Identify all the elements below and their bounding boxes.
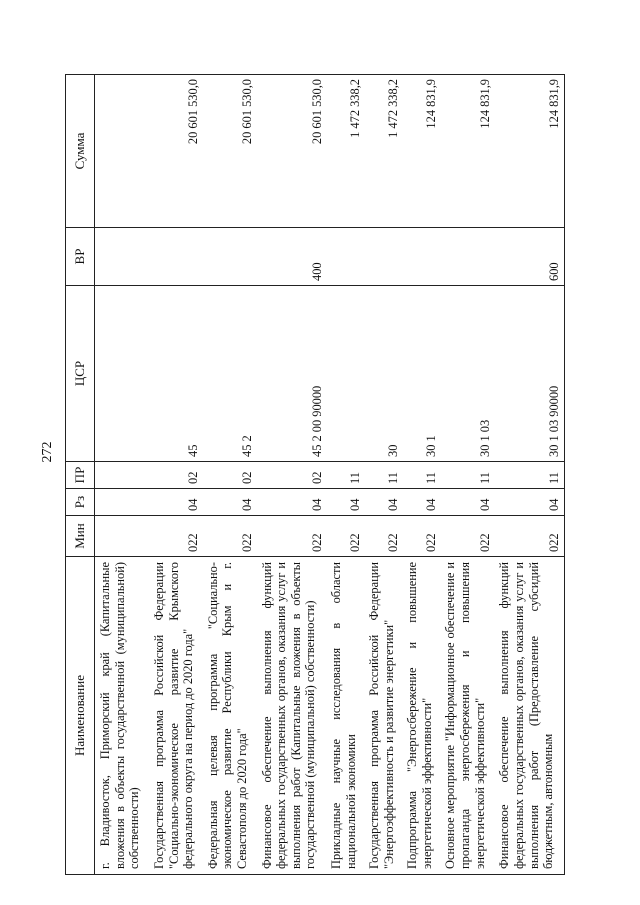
header-min: Мин	[66, 516, 95, 557]
cell-vr: 600	[494, 228, 564, 286]
cell-vr	[440, 228, 494, 286]
table-row	[326, 75, 364, 875]
table-row	[149, 75, 203, 875]
cell-min: 022	[440, 516, 494, 557]
header-rz: Рз	[66, 489, 95, 516]
cell-rz: 04	[149, 489, 203, 516]
cell-name: г. Владивосток, Приморский край (Капитальные вложения в объекты государственной (муниципальной) собственности)	[95, 557, 149, 875]
header-name: Наименование	[66, 557, 95, 875]
cell-name: Финансовое обеспечение выполнения функций федеральных государственных органов, оказания услуг и выполнения работ (Предоставление субсидий бюджетным, автономным	[494, 557, 564, 875]
cell-name: Государственная программа Российской Федерации "Социально-экономическое развитие Крымского федерального округа на период до 2020 года"	[149, 557, 203, 875]
cell-sum: 124 831,9	[494, 75, 564, 228]
cell-min: 022	[364, 516, 402, 557]
cell-name: Прикладные научные исследования в области национальной экономики	[326, 557, 364, 875]
cell-min: 022	[149, 516, 203, 557]
cell-vr	[402, 228, 440, 286]
cell-sum: 20 601 530,0	[203, 75, 257, 228]
table-row	[257, 75, 327, 875]
cell-min: 022	[402, 516, 440, 557]
cell-min: 022	[494, 516, 564, 557]
cell-sum: 20 601 530,0	[257, 75, 327, 228]
cell-name: Финансовое обеспечение выполнения функций федеральных государственных органов, оказания услуг и выполнения работ (Капитальные вложения в объекты государственной (муниципальной) собственности)	[257, 557, 327, 875]
cell-sum	[95, 75, 149, 228]
cell-pr: 11	[494, 462, 564, 489]
cell-name: Федеральная целевая программа "Социально-экономическое развитие Республики Крым и г. Севастополя до 2020 года"	[203, 557, 257, 875]
cell-min: 022	[257, 516, 327, 557]
cell-pr: 11	[326, 462, 364, 489]
cell-rz: 04	[402, 489, 440, 516]
cell-vr: 400	[257, 228, 327, 286]
cell-name: Подпрограмма "Энергосбережение и повышение энергетической эффективности"	[402, 557, 440, 875]
table-row	[95, 75, 149, 875]
cell-vr	[326, 228, 364, 286]
cell-rz: 04	[364, 489, 402, 516]
cell-sum: 124 831,9	[402, 75, 440, 228]
cell-sum: 124 831,9	[440, 75, 494, 228]
rotated-table-wrapper	[65, 75, 565, 875]
cell-csr	[95, 286, 149, 462]
cell-csr: 30 1 03	[440, 286, 494, 462]
cell-csr: 45 2 00 90000	[257, 286, 327, 462]
table-row	[203, 75, 257, 875]
cell-pr	[95, 462, 149, 489]
cell-pr: 02	[149, 462, 203, 489]
cell-vr	[203, 228, 257, 286]
table-row	[440, 75, 494, 875]
page-number: 272	[40, 441, 55, 463]
header-pr: ПР	[66, 462, 95, 489]
cell-pr: 02	[257, 462, 327, 489]
cell-rz	[95, 489, 149, 516]
cell-rz: 04	[440, 489, 494, 516]
header-vr: ВР	[66, 228, 95, 286]
cell-rz: 04	[494, 489, 564, 516]
cell-csr: 45	[149, 286, 203, 462]
cell-csr: 30	[364, 286, 402, 462]
header-csr: ЦСР	[66, 286, 95, 462]
cell-pr: 11	[364, 462, 402, 489]
table-header-row	[66, 75, 95, 875]
cell-rz: 04	[326, 489, 364, 516]
cell-sum: 1 472 338,2	[326, 75, 364, 228]
table-row	[402, 75, 440, 875]
header-sum: Сумма	[66, 75, 95, 228]
cell-rz: 04	[257, 489, 327, 516]
cell-sum: 20 601 530,0	[149, 75, 203, 228]
cell-csr: 45 2	[203, 286, 257, 462]
table-row	[494, 75, 564, 875]
budget-table	[65, 74, 565, 875]
cell-sum: 1 472 338,2	[364, 75, 402, 228]
cell-vr	[149, 228, 203, 286]
table-row	[364, 75, 402, 875]
cell-csr	[326, 286, 364, 462]
cell-vr	[95, 228, 149, 286]
cell-pr: 02	[203, 462, 257, 489]
cell-name: Основное мероприятие "Информационное обеспечение и пропаганда энергосбережения и повышения энергетической эффективности"	[440, 557, 494, 875]
cell-pr: 11	[402, 462, 440, 489]
cell-vr	[364, 228, 402, 286]
cell-pr: 11	[440, 462, 494, 489]
cell-csr: 30 1 03 90000	[494, 286, 564, 462]
cell-csr: 30 1	[402, 286, 440, 462]
cell-rz: 04	[203, 489, 257, 516]
cell-min: 022	[203, 516, 257, 557]
cell-min: 022	[326, 516, 364, 557]
cell-min	[95, 516, 149, 557]
cell-name: Государственная программа Российской Федерации "Энергоэффективность и развитие энергетики"	[364, 557, 402, 875]
